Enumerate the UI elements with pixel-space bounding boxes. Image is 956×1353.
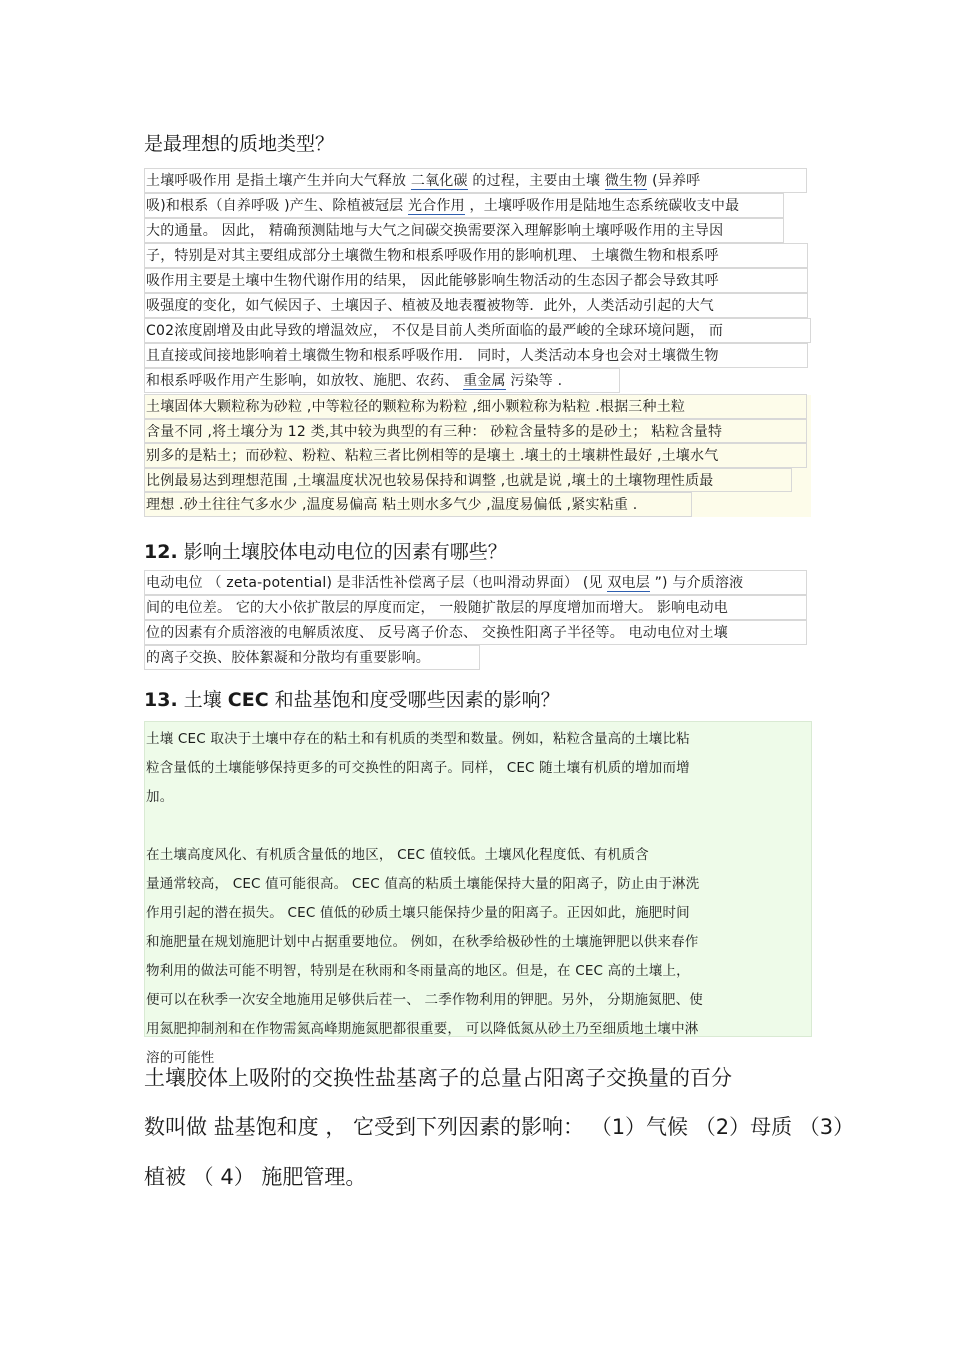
cec-line [146,874,699,894]
text-run: 子，特别是对其主要组成部分土壤微生物和根系呼吸作用的影响机理、 土壤微生物和根系呼 [146,248,719,264]
text-run: 位的因素有介质溶液的电解质浓度、 反号离子价态、 交换性阳离子半径等。 电动电位对土壤 [146,625,728,641]
texture-line [146,446,718,466]
respiration-line [146,346,719,366]
question-12-title: 影响土壤胶体电动电位的因素有哪些？ [183,541,507,563]
text-run: ”) 与介质溶液 [649,575,744,591]
text-run: 别多的是粘土；而砂粒、粉粒、粘粒三者比例相等的是壤土 .壤土的土壤耕性最好 ,土壤水气 [146,448,719,464]
text-run: 作用引起的潜在损失。 CEC 值低的砂质土壤只能保持少量的阳离子。正因如此，施肥时间 [146,905,690,921]
respiration-line [146,271,719,291]
text-run: 物利用的做法可能不明智，特别是在秋雨和冬雨量高的地区。但是，在 CEC 高的土壤上， [146,963,690,979]
text-run: 溶的可能性 [146,1050,215,1066]
question-13-title-pre: 土壤 [183,689,228,711]
respiration-line [146,296,714,316]
text-run: 土壤 CEC 取决于土壤中存在的粘土和有机质的类型和数量。例如，粘粒含量高的土壤比粘 [146,731,690,747]
cec-line [146,1019,699,1039]
cec-line [146,903,690,923]
term-link: 微生物 [604,173,648,189]
respiration-line [146,246,719,266]
text-run: (异养呼 [647,173,701,189]
text-run: 量通常较高， CEC 值可能很高。 CEC 值高的粘质土壤能保持大量的阳离子，防止由于淋洗 [146,876,700,892]
text-run: 电动电位 （ zeta-potential) 是非活性补偿离子层（也叫滑动界面） (见 [146,575,608,591]
text-run: 粒含量低的土壤能够保持更多的可交换性的阳离子。同样， CEC 随土壤有机质的增加而增 [146,760,690,776]
text-run: 比例最易达到理想范围 ,土壤温度状况也较易保持和调整 ,也就是说 ,壤土的土壤物理性质最 [146,472,714,489]
cec-line [146,845,649,865]
text-run: 土壤固体大颗粒称为砂粒 ,中等粒径的颗粒称为粉粒 ,细小颗粒称为粘粒 .根据三种土粒 [146,399,686,415]
cec-line [146,990,703,1010]
term-link: 双电层 [607,575,650,591]
text-run: 的过程，主要由土壤 [467,173,605,189]
top-question: 是最理想的质地类型？ [144,133,335,155]
base-saturation-line: 植被 （ 4） 施肥管理。 [144,1165,367,1189]
text-run: 间的电位差。 它的大小依扩散层的厚度而定， 一般随扩散层的厚度增加而增大。 影响电动电 [146,600,728,616]
text-run: 污染等 . [505,373,563,389]
text-run: 且直接或间接地影响着土壤微生物和根系呼吸作用． 同时，人类活动本身也会对土壤微生物 [146,348,719,364]
term-link: 光合作用 [408,198,465,214]
text-run: 吸作用主要是土壤中生物代谢作用的结果， 因此能够影响生物活动的生态因子都会导致其呼 [146,273,719,289]
term-link: 二氧化碳 [410,173,468,189]
text-run: C02浓度剧增及由此导致的增温效应， 不仅是目前人类所面临的最严峻的全球环境问题， 而 [146,323,724,339]
cec-line [146,787,173,807]
respiration-line [146,371,562,391]
zeta-line [146,573,743,593]
question-13-title-post: 和盐基饱和度受哪些因素的影响？ [268,689,560,711]
text-run: 便可以在秋季一次安全地施用足够供后茬一、 二季作物利用的钾肥。另外， 分期施氮肥、使 [146,992,703,1008]
term-link: 重金属 [463,373,506,389]
text-run: 含量不同 ,将土壤分为 12 类,其中较为典型的有三种： 砂粒含量特多的是砂土； 粘粒含量特 [146,423,723,440]
zeta-line [146,623,728,643]
question-13-number: 13. [144,689,178,711]
text-run: 大的通量。 因此， 精确预测陆地与大气之间碳交换需要深入理解影响土壤呼吸作用的主导因 [146,223,724,239]
text-run: 吸)和根系（自养呼吸 )产生、除植被冠层 [146,198,409,214]
texture-line [146,422,722,442]
text-run: 和根系呼吸作用产生影响，如放牧、施肥、农药、 [146,373,464,389]
cec-line [146,729,690,749]
zeta-line [146,648,430,668]
text-run: 加。 [146,789,174,805]
respiration-line [146,321,723,341]
text-run: 的离子交换、胶体絮凝和分散均有重要影响。 [146,650,430,666]
question-12-heading [144,537,507,564]
base-saturation-line: 土壤胶体上吸附的交换性盐基离子的总量占阳离子交换量的百分 [144,1066,732,1090]
cec-line [146,932,699,952]
text-run: 土壤呼吸作用 是指土壤产生并向大气释放 [146,173,411,189]
text-run: 理想 .砂土往往气多水少 ,温度易偏高 粘土则水多气少 ,温度易偏低 ,紧实粘重 . [146,497,638,513]
texture-line [146,471,714,491]
question-13-heading [144,685,560,712]
respiration-line [146,171,700,191]
question-13-title-cec: CEC [227,689,269,711]
question-12-number: 12. [144,541,178,563]
cec-line [146,758,690,778]
respiration-line [146,196,739,216]
text-run: 和施肥量在规划施肥计划中占据重要地位。 例如，在秋季给极砂性的土壤施钾肥以供来春作 [146,934,699,950]
text-run: ，土壤呼吸作用是陆地生态系统碳收支中最 [464,198,740,214]
respiration-line [146,221,723,241]
text-run: 在土壤高度风化、有机质含量低的地区， CEC 值较低。土壤风化程度低、有机质含 [146,847,649,863]
base-saturation-line: 数叫做 盐基饱和度 ， 它受到下列因素的影响： （1）气候 （2）母质 （3） [144,1115,855,1139]
text-run: 用氮肥抑制剂和在作物需氮高峰期施氮肥都很重要， 可以降低氮从砂土乃至细质地土壤中淋 [146,1021,699,1037]
texture-line [146,397,685,417]
text-run: 吸强度的变化，如气候因子、土壤因子、植被及地表覆被物等．此外，人类活动引起的大气 [146,298,714,314]
cec-line [146,961,690,981]
zeta-line [146,598,728,618]
texture-line [146,495,637,515]
